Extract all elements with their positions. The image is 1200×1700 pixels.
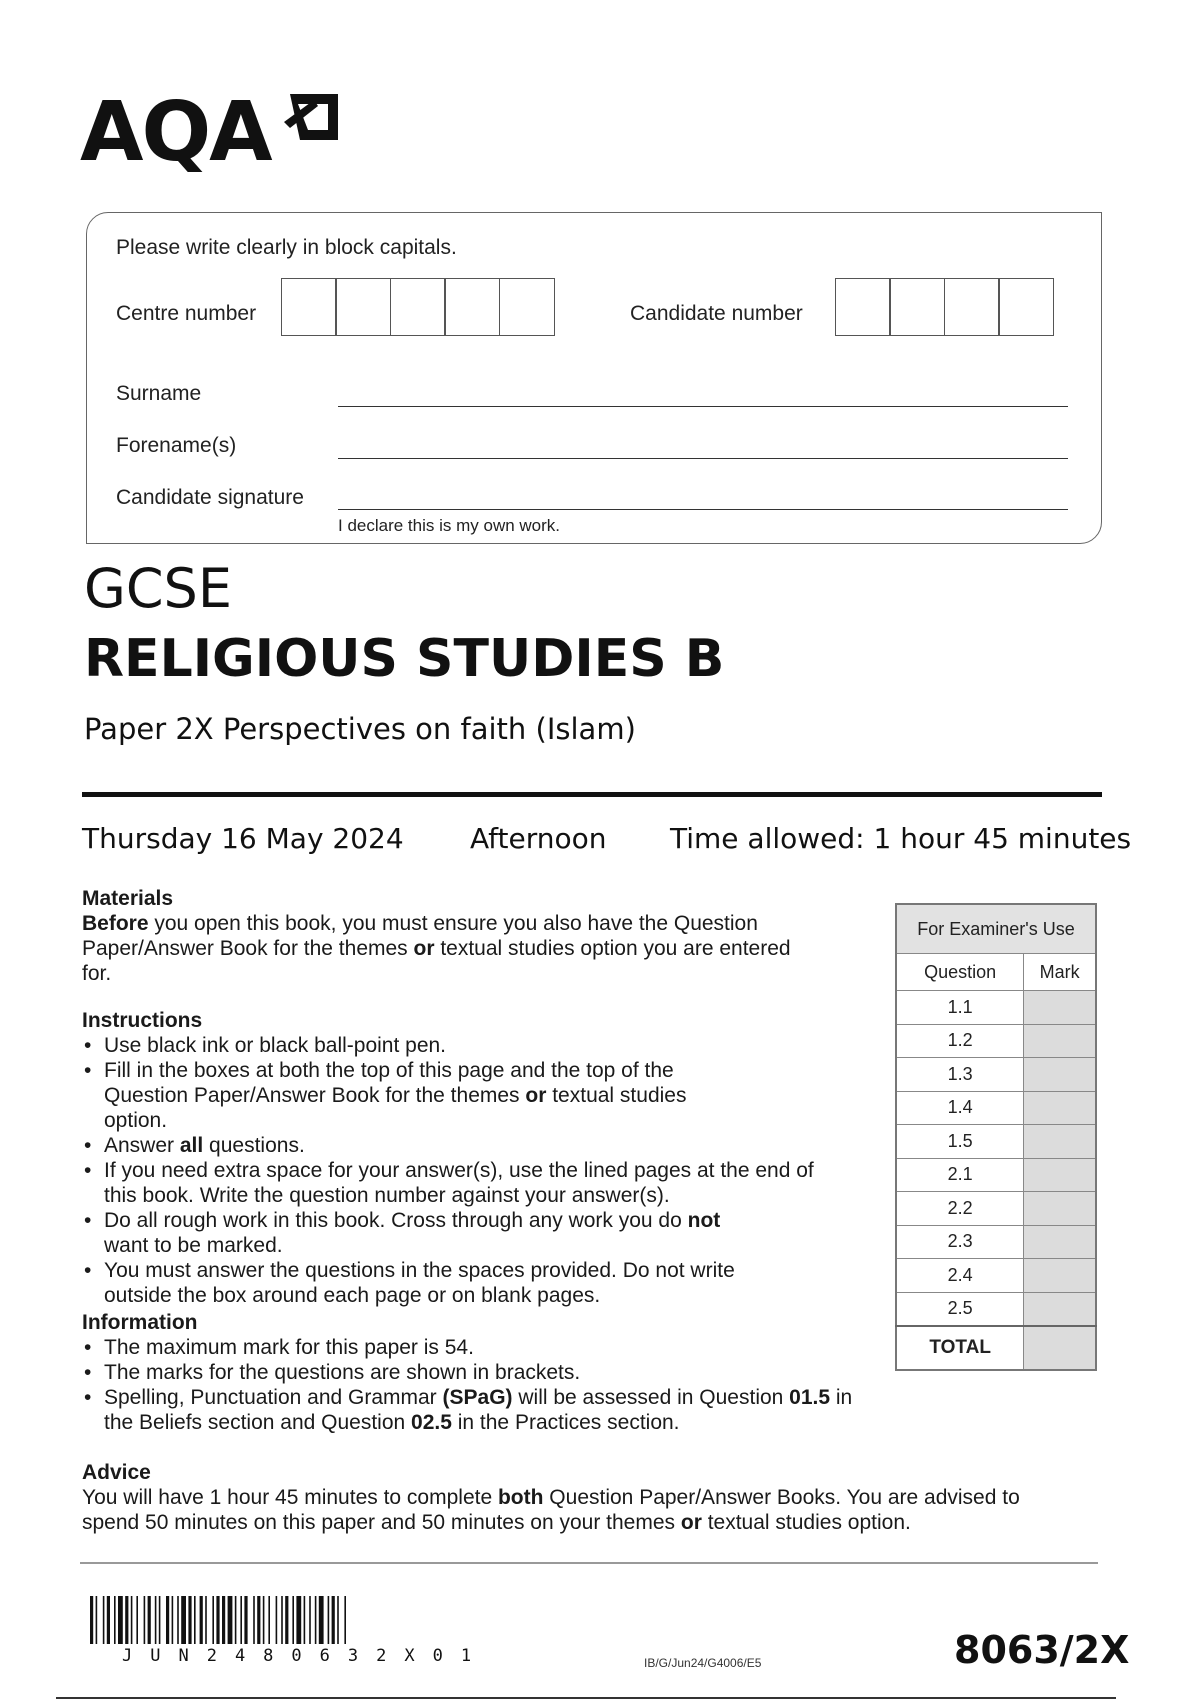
total-row	[896, 1326, 1096, 1370]
barcode-bar	[148, 1596, 151, 1644]
mark-cell	[1024, 1091, 1096, 1125]
title-divider	[82, 792, 1102, 797]
barcode-bar	[281, 1596, 283, 1644]
aqa-logo: AQA	[80, 85, 271, 180]
question-number: 1.4	[896, 1091, 1024, 1125]
table-row	[896, 1192, 1096, 1226]
time-allowed: Time allowed: 1 hour 45 minutes	[670, 822, 1132, 855]
question-number: 2.3	[896, 1225, 1024, 1259]
paper-title: Paper 2X Perspectives on faith (Islam)	[84, 712, 636, 746]
question-number: 2.4	[896, 1259, 1024, 1293]
barcode-bar	[103, 1596, 105, 1644]
barcode-bar	[212, 1596, 214, 1644]
barcode-bar	[263, 1596, 265, 1644]
table-row	[896, 1091, 1096, 1125]
instruction-item: • Use black ink or black ball-point pen.	[82, 1033, 852, 1058]
table-row	[896, 1259, 1096, 1293]
footer-divider	[80, 1562, 1098, 1564]
instruction-item: • If you need extra space for your answer(s), use the lined pages at the end of this book. Write the question number against your answer(s).	[82, 1158, 844, 1208]
barcode-bar	[114, 1596, 116, 1644]
barcode-bar	[144, 1596, 146, 1644]
barcode-bar	[188, 1596, 191, 1644]
centre-number-label: Centre number	[116, 302, 257, 325]
surname-line[interactable]	[338, 406, 1068, 407]
barcode-bar	[319, 1596, 324, 1644]
mark-cell	[1024, 1158, 1096, 1192]
total-label: TOTAL	[896, 1326, 1024, 1370]
table-row	[896, 1125, 1096, 1159]
exam-date: Thursday 16 May 2024	[82, 822, 404, 855]
exam-session: Afternoon	[470, 822, 607, 855]
question-column-header: Question	[896, 954, 1024, 991]
instructions-heading: Instructions	[82, 1009, 203, 1032]
barcode-bar	[222, 1596, 225, 1644]
candidate-number-digit[interactable]	[944, 278, 1000, 336]
barcode-bar	[253, 1596, 255, 1644]
aqa-logo-mark-icon	[284, 92, 340, 151]
candidate-number-boxes[interactable]	[836, 278, 1054, 336]
mark-cell	[1024, 1058, 1096, 1092]
paper-code: 8063/2X	[954, 1628, 1130, 1672]
centre-number-digit[interactable]	[444, 278, 500, 336]
instructions-section	[82, 1008, 852, 1308]
barcode-bar	[200, 1596, 203, 1644]
barcode-bar	[205, 1596, 207, 1644]
instruction-item: • You must answer the questions in the spaces provided. Do not write outside the box around each page or on blank pages.	[82, 1258, 784, 1308]
table-row	[896, 991, 1096, 1025]
signature-line[interactable]	[338, 509, 1068, 510]
question-number: 2.2	[896, 1192, 1024, 1226]
instruction-item: • Fill in the boxes at both the top of this page and the top of the Question Paper/Answer Book for the themes or textual studies option.	[82, 1058, 704, 1133]
examiners-use-title: For Examiner's Use	[896, 904, 1096, 954]
block-capitals-instruction: Please write clearly in block capitals.	[116, 236, 457, 259]
mark-cell	[1024, 1225, 1096, 1259]
barcode-bar	[296, 1596, 301, 1644]
table-row	[896, 1058, 1096, 1092]
barcode-bar	[304, 1596, 306, 1644]
mark-cell	[1024, 1192, 1096, 1226]
advice-text: You will have 1 hour 45 minutes to complete both Question Paper/Answer Books. You are advised to spend 50 minutes on this paper and 50 minutes on your themes or textual studies option.	[82, 1486, 1020, 1534]
table-row	[896, 1225, 1096, 1259]
centre-number-digit[interactable]	[499, 278, 555, 336]
barcode-bar	[159, 1596, 161, 1644]
barcode-bar	[309, 1596, 311, 1644]
barcode-bar	[235, 1596, 237, 1644]
barcode-bar	[332, 1596, 335, 1644]
declaration-text: I declare this is my own work.	[338, 516, 561, 535]
barcode-bar	[337, 1596, 339, 1644]
barcode-bar	[240, 1596, 242, 1644]
barcode-bar	[194, 1596, 196, 1644]
barcode-bar	[244, 1596, 247, 1644]
barcode-bar	[172, 1596, 174, 1644]
barcode-bar	[268, 1596, 270, 1644]
barcode-bar	[276, 1596, 278, 1644]
information-section	[82, 1310, 852, 1435]
centre-number-digit[interactable]	[281, 278, 337, 336]
barcode	[90, 1596, 502, 1649]
forenames-line[interactable]	[338, 458, 1068, 459]
page-bottom-rule	[56, 1697, 1116, 1699]
barcode-bar	[315, 1596, 317, 1644]
centre-number-digit[interactable]	[390, 278, 446, 336]
barcode-bar	[125, 1596, 128, 1644]
centre-number-digit[interactable]	[335, 278, 391, 336]
candidate-number-digit[interactable]	[998, 278, 1054, 336]
question-number: 1.5	[896, 1125, 1024, 1159]
candidate-number-digit[interactable]	[835, 278, 891, 336]
mark-cell	[1024, 1292, 1096, 1326]
barcode-bar	[344, 1596, 346, 1644]
mark-cell	[1024, 1259, 1096, 1293]
question-number: 1.3	[896, 1058, 1024, 1092]
barcode-bar	[96, 1596, 98, 1644]
question-number: 1.1	[896, 991, 1024, 1025]
barcode-bar	[292, 1596, 294, 1644]
table-row	[896, 1158, 1096, 1192]
barcode-text: JUN2480632X01	[122, 1646, 490, 1666]
barcode-bar	[257, 1596, 260, 1644]
candidate-number-digit[interactable]	[889, 278, 945, 336]
information-item: • The maximum mark for this paper is 54.	[82, 1335, 852, 1360]
examiners-use-table	[895, 903, 1097, 1371]
subject-title: RELIGIOUS STUDIES B	[84, 629, 725, 689]
instruction-item: • Do all rough work in this book. Cross through any work you do not want to be marked.	[82, 1208, 764, 1258]
barcode-bar	[155, 1596, 157, 1644]
mark-cell	[1024, 1125, 1096, 1159]
barcode-bar	[136, 1596, 138, 1644]
document-reference: IB/G/Jun24/G4006/E5	[644, 1656, 762, 1670]
barcode-bar	[131, 1596, 133, 1644]
instruction-item: • Answer all questions.	[82, 1133, 852, 1158]
information-item: • Spelling, Punctuation and Grammar (SPaG) will be assessed in Question 01.5 in the Beliefs section and Question 02.5 in the Practices section.	[82, 1385, 864, 1435]
question-number: 2.1	[896, 1158, 1024, 1192]
question-number: 1.2	[896, 1024, 1024, 1058]
centre-number-boxes[interactable]	[282, 278, 555, 336]
barcode-bar	[177, 1596, 179, 1644]
table-row	[896, 1024, 1096, 1058]
mark-cell	[1024, 1024, 1096, 1058]
mark-column-header: Mark	[1024, 954, 1096, 991]
barcode-bar	[90, 1596, 93, 1644]
candidate-number-label: Candidate number	[630, 302, 803, 325]
question-number: 2.5	[896, 1292, 1024, 1326]
advice-section	[82, 1460, 1082, 1535]
qualification-title: GCSE	[84, 557, 232, 620]
barcode-bar	[107, 1596, 110, 1644]
barcode-bar	[118, 1596, 123, 1644]
signature-label: Candidate signature	[116, 486, 304, 509]
barcode-bar	[285, 1596, 288, 1644]
information-item: • The marks for the questions are shown in brackets.	[82, 1360, 852, 1385]
surname-label: Surname	[116, 382, 202, 405]
table-row	[896, 1292, 1096, 1326]
materials-text: Before you open this book, you must ensure you also have the Question Paper/Answer Book for the themes or textual studies option you are entered for.	[82, 912, 791, 985]
mark-cell	[1024, 991, 1096, 1025]
barcode-bar	[228, 1596, 233, 1644]
forenames-label: Forename(s)	[116, 434, 237, 457]
materials-section	[82, 886, 852, 986]
barcode-bar	[166, 1596, 169, 1644]
information-heading: Information	[82, 1311, 198, 1334]
advice-heading: Advice	[82, 1461, 151, 1484]
materials-heading: Materials	[82, 887, 174, 910]
barcode-bar	[216, 1596, 219, 1644]
barcode-bar	[328, 1596, 330, 1644]
total-mark-cell	[1024, 1326, 1096, 1370]
barcode-bar	[181, 1596, 186, 1644]
